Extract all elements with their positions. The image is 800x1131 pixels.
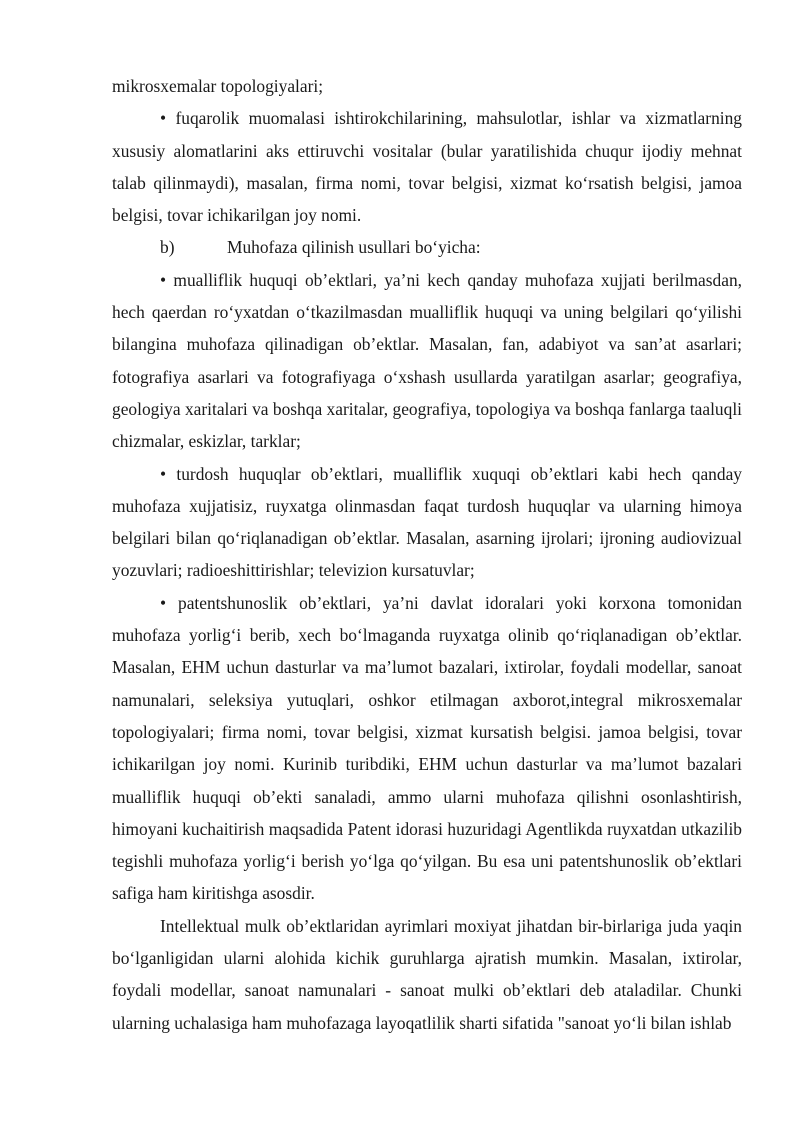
bullet-marker: • [160,592,167,613]
bullet-marker: • [160,463,167,484]
bullet-marker: • [160,108,167,129]
bullet-marker: • [160,269,167,290]
paragraph-text: fuqarolik muomalasi ishtirokchilarining, mahsulotlar, ishlar va xizmatlarning xususiy alomatlarini aks ettiruvchi vositalar (bular yaratilishida chuqur ijodiy mehnat talab qilinmaydi), masalan, firma nomi, tovar belgisi, xizmat ko‘rsatish belgisi, jamoa belgisi, tovar ichikarilgan joy nomi. [112,108,742,226]
paragraph-continuation [112,70,742,102]
bullet-item [112,264,742,458]
subheading-marker: b) [160,237,175,258]
paragraph-text: Intellektual mulk ob’ektlaridan ayrimlari moxiyat jihatdan bir-birlariga juda yaqin bo‘lganligidan ularni alohida kichik guruhlarga ajratish mumkin. Masalan, ixtirolar, foydali modellar, sanoat namunalari - sanoat mulki ob’ektlari deb ataladilar. Chunki ularning uchalasiga ham muhofazaga layoqatlilik sharti sifatida "sanoat yo‘li bilan ishlab [112,915,742,1033]
bullet-item [112,458,742,587]
paragraph-text: patentshunoslik ob’ektlari, ya’ni davlat idoralari yoki korxona tomonidan muhofaza yorlig‘i berib, xech bo‘lmaganda ruyxatga olinib qo‘riqlanadigan ob’ektlar. Masalan, EHM uchun dasturlar va ma’lumot bazalari, ixtirolar, foydali modellar, sanoat namunalari, seleksiya yutuqlari, oshkor etilmagan axborot,integral mikrosxemalar topologiyalari; firma nomi, tovar belgisi, xizmat kursatish belgisi. jamoa belgisi, tovar ichikarilgan joy nomi. Kurinib turibdiki, EHM uchun dasturlar va ma’lumot bazalari mualliflik huquqi ob’ekti sanaladi, ammo ularni muhofaza qilishni osonlashtirish, himoyani kuchaitirish maqsadida Patent idorasi huzuridagi Agentlikda ruyxatdan utkazilib tegishli muhofaza yorlig‘i berish yo‘lga qo‘yilgan. Bu esa uni patentshunoslik ob’ektlari safiga ham kiritishga asosdir. [112,592,742,904]
subheading-text: Muhofaza qilinish usullari bo‘yicha: [227,237,481,258]
subheading [112,231,742,263]
bullet-item [112,587,742,910]
document-body [112,70,742,1039]
paragraph-text: turdosh huquqlar ob’ektlari, mualliflik xuquqi ob’ektlari kabi hech qanday muhofaza xujjatisiz, ruyxatga olinmasdan faqat turdosh huquqlar va ularning himoya belgilari bilan qo‘riqlanadigan ob’ektlar. Masalan, asarning ijrolari; ijroning audiovizual yozuvlari; radioeshittirishlar; televizion kursatuvlar; [112,463,742,581]
paragraph-text: mualliflik huquqi ob’ektlari, ya’ni kech qanday muhofaza xujjati berilmasdan, hech qaerdan ro‘yxatdan o‘tkazilmasdan mualliflik huquqi va uning belgilari qo‘yilishi bilangina muhofaza qilinadigan ob’ektlar. Masalan, fan, adabiyot va san’at asarlari; fotografiya asarlari va fotografiyaga o‘xshash usullarda yaratilgan asarlar; geografiya, geologiya xaritalari va boshqa xaritalar, geografiya, topologiya va boshqa fanlarga taaluqli chizmalar, eskizlar, tarklar; [112,269,742,452]
bullet-item [112,102,742,231]
paragraph-text: mikrosxemalar topologiyalari; [112,76,324,96]
paragraph [112,910,742,1039]
